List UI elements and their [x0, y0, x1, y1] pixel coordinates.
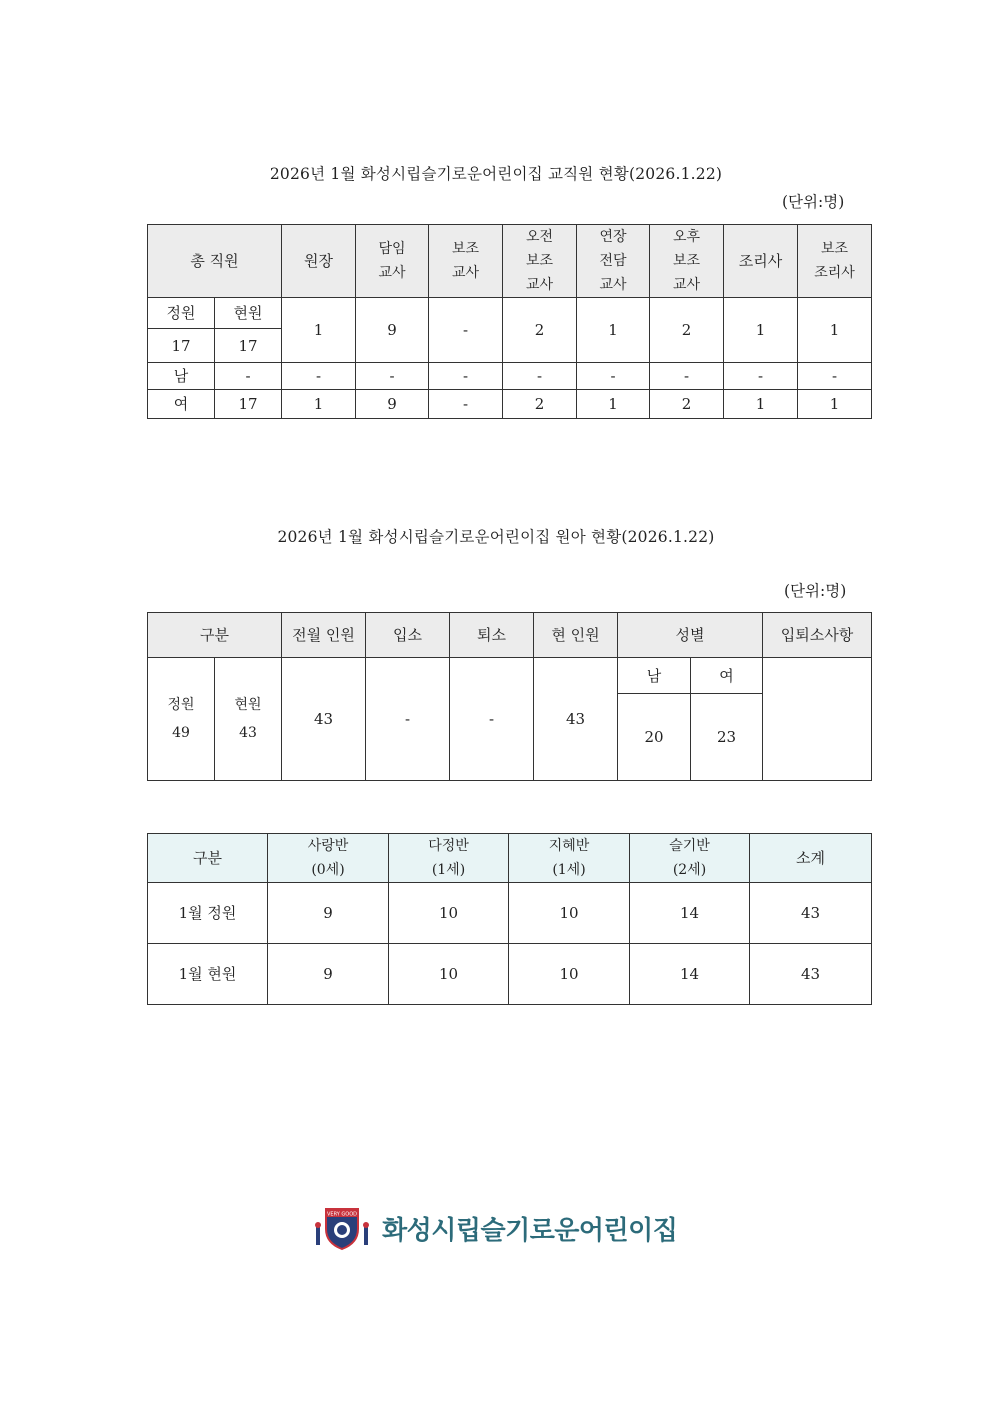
header-afternoon-assistant: 오후 보조 교사 — [650, 225, 724, 298]
female-cell: 2 — [503, 390, 577, 419]
classes-table — [147, 833, 872, 1005]
female-row — [148, 390, 872, 419]
female-label: 여 — [148, 390, 215, 419]
header-category: 구분 — [148, 613, 282, 658]
male-cell: - — [650, 363, 724, 390]
header-total-staff: 총 직원 — [148, 225, 282, 298]
table-row — [148, 944, 872, 1005]
children-table — [147, 612, 872, 781]
row-cell: 43 — [750, 944, 872, 1005]
header-director: 원장 — [282, 225, 356, 298]
male-label: 남 — [618, 658, 691, 694]
header-leaving: 퇴소 — [450, 613, 534, 658]
male-row — [148, 363, 872, 390]
staff-table — [147, 224, 872, 419]
row-label: 1월 정원 — [148, 883, 268, 944]
svg-text:VERY GOOD: VERY GOOD — [327, 1211, 357, 1218]
overall-homeroom: 9 — [356, 298, 429, 363]
row-cell: 14 — [630, 944, 750, 1005]
quota-cell: 정원 49 — [148, 658, 215, 781]
row-cell: 10 — [389, 944, 509, 1005]
header-extended-teacher: 연장 전담 교사 — [577, 225, 650, 298]
header-current: 현 인원 — [534, 613, 618, 658]
overall-cook: 1 — [724, 298, 798, 363]
current-cell: 현원 43 — [215, 658, 282, 781]
row-cell: 43 — [750, 883, 872, 944]
male-value: 20 — [618, 694, 691, 781]
notes-value — [763, 658, 872, 781]
current-label: 현원 — [215, 298, 282, 329]
female-cell: 1 — [798, 390, 872, 419]
male-cell: - — [798, 363, 872, 390]
male-label: 남 — [148, 363, 215, 390]
header-notes: 입퇴소사항 — [763, 613, 872, 658]
table-row — [148, 883, 872, 944]
male-cell: - — [215, 363, 282, 390]
male-cell: - — [724, 363, 798, 390]
row-cell: 9 — [268, 883, 389, 944]
admission-value: - — [366, 658, 450, 781]
row-label: 1월 현원 — [148, 944, 268, 1005]
female-cell: - — [429, 390, 503, 419]
male-cell: - — [282, 363, 356, 390]
female-label: 여 — [691, 658, 763, 694]
male-cell: - — [503, 363, 577, 390]
header-class: 지혜반 (1세) — [509, 834, 630, 883]
header-prev-month: 전월 인원 — [282, 613, 366, 658]
row-cell: 10 — [509, 883, 630, 944]
header-assistant-cook: 보조 조리사 — [798, 225, 872, 298]
footer-logo — [312, 1205, 677, 1251]
overall-director: 1 — [282, 298, 356, 363]
overall-extended: 1 — [577, 298, 650, 363]
row-cell: 9 — [268, 944, 389, 1005]
male-cell: - — [577, 363, 650, 390]
header-class: 사랑반 (0세) — [268, 834, 389, 883]
female-cell: 1 — [282, 390, 356, 419]
row-cell: 10 — [509, 944, 630, 1005]
female-cell: 2 — [650, 390, 724, 419]
overall-assistant-cook: 1 — [798, 298, 872, 363]
header-class-category: 구분 — [148, 834, 268, 883]
staff-title: 2026년 1월 화성시립슬기로운어린이집 교직원 현황(2026.1.22) — [269, 165, 723, 183]
female-cell: 17 — [215, 390, 282, 419]
header-morning-assistant: 오전 보조 교사 — [503, 225, 577, 298]
header-homeroom-teacher: 담임 교사 — [356, 225, 429, 298]
row-cell: 14 — [630, 883, 750, 944]
leaving-value: - — [450, 658, 534, 781]
overall-assistant: - — [429, 298, 503, 363]
current-value: 17 — [215, 329, 282, 363]
children-title: 2026년 1월 화성시립슬기로운어린이집 원아 현황(2026.1.22) — [277, 528, 715, 546]
header-total: 소계 — [750, 834, 872, 883]
female-cell: 9 — [356, 390, 429, 419]
overall-afternoon: 2 — [650, 298, 724, 363]
header-class: 슬기반 (2세) — [630, 834, 750, 883]
logo-name: 화성시립슬기로운어린이집 — [382, 1215, 678, 1246]
male-cell: - — [429, 363, 503, 390]
header-assistant-teacher: 보조 교사 — [429, 225, 503, 298]
header-class: 다정반 (1세) — [389, 834, 509, 883]
header-gender: 성별 — [618, 613, 763, 658]
female-cell: 1 — [724, 390, 798, 419]
children-unit: (단위:명) — [784, 582, 847, 600]
header-admission: 입소 — [366, 613, 450, 658]
crest-emblem-icon — [312, 1205, 372, 1251]
overall-morning: 2 — [503, 298, 577, 363]
staff-unit: (단위:명) — [782, 193, 845, 211]
male-cell: - — [356, 363, 429, 390]
now-value: 43 — [534, 658, 618, 781]
row-cell: 10 — [389, 883, 509, 944]
header-cook: 조리사 — [724, 225, 798, 298]
quota-label: 정원 — [148, 298, 215, 329]
female-value: 23 — [691, 694, 763, 781]
prev-month-value: 43 — [282, 658, 366, 781]
female-cell: 1 — [577, 390, 650, 419]
quota-value: 17 — [148, 329, 215, 363]
